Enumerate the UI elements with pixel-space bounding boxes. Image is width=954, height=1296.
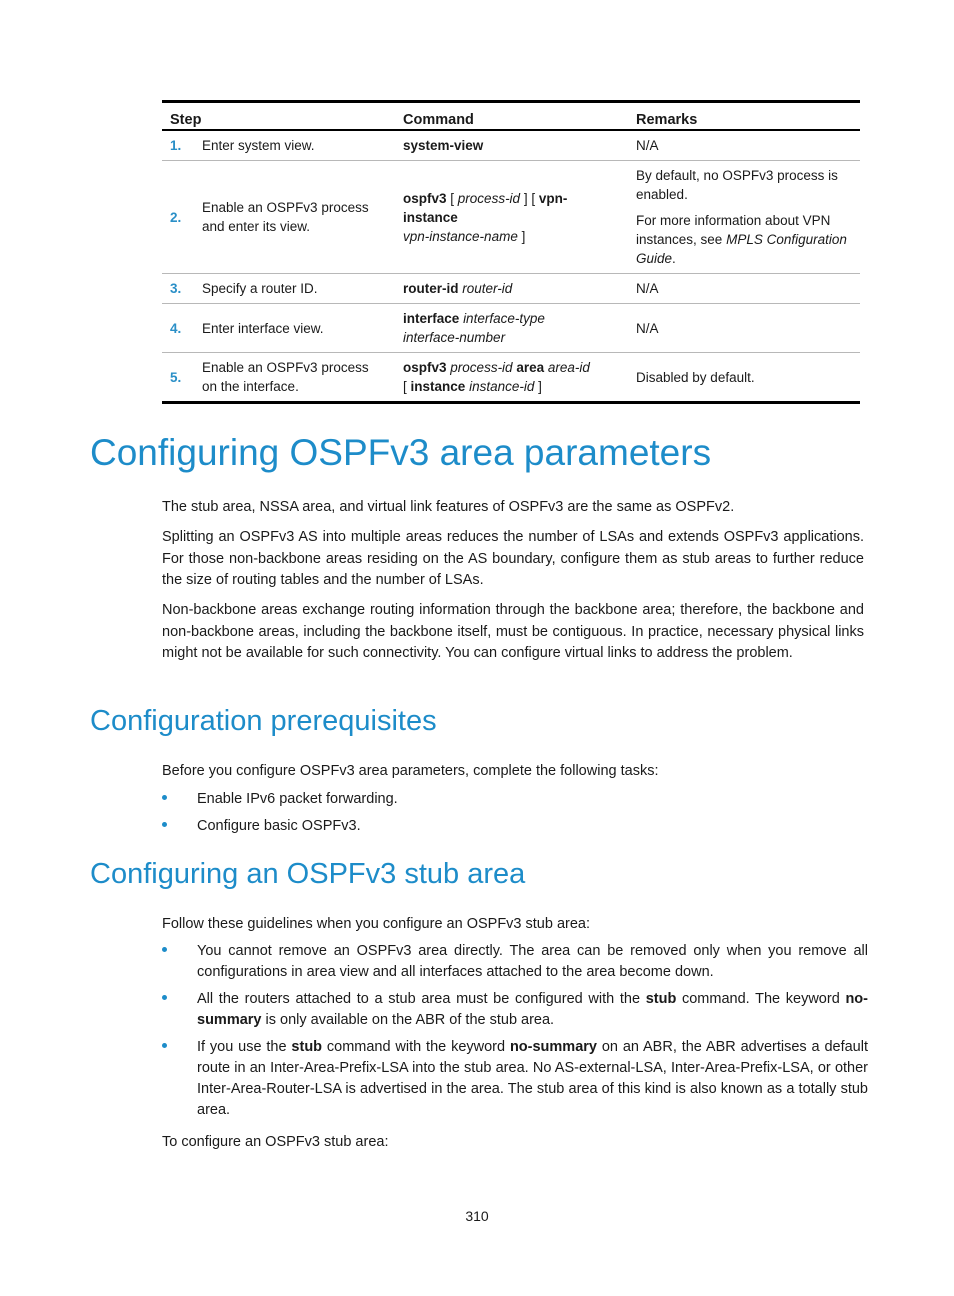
step-description: Enter interface view. — [194, 304, 395, 353]
command-cell — [395, 304, 628, 353]
command-keyword: stub — [645, 991, 677, 1007]
prereq-list — [162, 789, 868, 843]
bullet-icon — [162, 795, 167, 800]
list-item-text: Enable IPv6 packet forwarding. — [197, 791, 398, 807]
subsection-heading-prerequisites: Configuration prerequisites — [90, 705, 437, 737]
remark-text: N/A — [636, 320, 659, 336]
command-argument: interface-type — [463, 311, 545, 326]
remarks-cell — [628, 304, 860, 353]
command-cell — [395, 130, 628, 161]
remark-text: Disabled by default. — [636, 369, 755, 385]
intro-paragraph: Non-backbone areas exchange routing information through the backbone area; therefore, the backbone and non-backbone areas, including the backbone itself, must be contiguous. In practice, necessary physical links might not be available for such connectivity. You can configure virtual links to address the problem. — [162, 602, 864, 661]
remarks-cell — [628, 161, 860, 274]
list-item-text: All the routers attached to a stub area must be configured with the — [197, 991, 646, 1007]
step-number: 1. — [162, 130, 194, 161]
table-row — [162, 130, 860, 161]
table-row — [162, 353, 860, 403]
step-number: 3. — [162, 274, 194, 304]
command-keyword: area — [516, 360, 545, 375]
command-keyword: router-id — [403, 281, 459, 296]
table-header-row — [162, 102, 860, 131]
command-keyword: vpn-instance — [403, 190, 568, 225]
bullet-icon — [162, 947, 167, 952]
bracket: ] [ — [520, 190, 539, 206]
command-cell — [395, 161, 628, 274]
step-description: Enable an OSPFv3 process and enter its view. — [194, 161, 395, 274]
subsection-heading-stub-area: Configuring an OSPFv3 stub area — [90, 858, 526, 890]
list-item-text: command with the keyword — [322, 1039, 510, 1055]
step-number: 5. — [170, 369, 182, 385]
table-row — [162, 161, 860, 274]
stub-guidelines-list — [162, 941, 868, 1127]
header-remarks: Remarks — [628, 102, 860, 131]
list-item-text: command. The keyword — [676, 991, 846, 1007]
bracket: [ — [403, 379, 411, 394]
step-description: Enable an OSPFv3 process on the interface. — [202, 360, 369, 394]
bullet-icon — [162, 822, 167, 827]
bracket: ] — [517, 228, 526, 244]
list-item — [162, 1037, 868, 1121]
guide-reference: MPLS Configuration Guide — [636, 232, 847, 266]
command-argument: process-id — [450, 360, 513, 375]
remarks-cell — [628, 353, 860, 403]
step-number: 2. — [162, 161, 194, 274]
list-item-text: You cannot remove an OSPFv3 area directly. The area can be removed only when you remove all configurations in area view and all interfaces attached to the area become down. — [197, 943, 868, 980]
list-item — [162, 989, 868, 1031]
command-keyword: system-view — [403, 138, 484, 153]
command-argument: process-id — [457, 190, 521, 206]
table-row — [162, 274, 860, 304]
command-keyword: stub — [291, 1039, 323, 1055]
prereq-lead: Before you configure OSPFv3 area parameters, complete the following tasks: — [162, 763, 659, 779]
table-row — [162, 304, 860, 353]
remark-text-part: . — [672, 251, 676, 266]
command-argument: router-id — [462, 281, 513, 296]
remark-text: N/A — [636, 281, 659, 296]
remarks-cell — [628, 274, 860, 304]
command-keyword: ospfv3 — [403, 360, 447, 375]
step-description: Enter system view. — [194, 130, 395, 161]
command-argument: interface-number — [403, 330, 506, 345]
header-step: Step — [162, 102, 395, 131]
command-argument: instance-id — [469, 379, 535, 394]
bracket: ] — [534, 379, 542, 394]
command-keyword: instance — [410, 379, 466, 394]
bullet-icon — [162, 995, 167, 1000]
remarks-cell — [628, 130, 860, 161]
section-heading: Configuring OSPFv3 area parameters — [90, 432, 712, 473]
bullet-icon — [162, 1043, 167, 1048]
remark-text: N/A — [636, 138, 659, 153]
step-description: Specify a router ID. — [194, 274, 395, 304]
step-number: 4. — [162, 304, 194, 353]
list-item — [162, 789, 868, 810]
list-item-text: Configure basic OSPFv3. — [197, 818, 361, 834]
command-cell — [395, 274, 628, 304]
command-table — [162, 100, 860, 404]
stub-lead: Follow these guidelines when you configure an OSPFv3 stub area: — [162, 916, 590, 932]
stub-closing: To configure an OSPFv3 stub area: — [162, 1134, 389, 1150]
list-item-text: on an ABR, the ABR advertises a default route in an Inter-Area-Prefix-LSA into the stub area. No AS-external-LSA, Inter-Area-Prefix-LSA, or other Inter-Area-Router-LSA is advertised in the area. The stub area of this kind is also known as a totally stub area. — [197, 1039, 869, 1118]
list-item-text: is only available on the ABR of the stub area. — [261, 1012, 555, 1028]
intro-paragraph: The stub area, NSSA area, and virtual link features of OSPFv3 are the same as OSPFv2. — [162, 499, 735, 515]
command-keyword: no-summary — [509, 1039, 597, 1055]
list-item — [162, 816, 868, 837]
command-argument: vpn-instance-name — [403, 228, 518, 244]
page-number: 310 — [465, 1208, 489, 1224]
command-keyword: no-summary — [197, 991, 868, 1028]
command-argument: area-id — [547, 360, 590, 375]
list-item-text: If you use the — [197, 1039, 292, 1055]
command-keyword: interface — [403, 311, 460, 326]
list-item — [162, 941, 868, 983]
remark-text — [636, 211, 852, 268]
command-cell — [395, 353, 628, 403]
command-keyword: ospfv3 — [403, 190, 447, 206]
intro-paragraph: Splitting an OSPFv3 AS into multiple areas reduces the number of LSAs and extends OSPFv3 applications. For those non-backbone areas residing on the AS boundary, configure them as stub areas to further reduce the size of routing tables and the number of LSAs. — [162, 529, 864, 588]
remark-text: By default, no OSPFv3 process is enabled. — [636, 168, 838, 202]
remark-text-part: For more information about VPN instances, see — [636, 213, 831, 247]
bracket: [ — [446, 190, 458, 206]
header-command: Command — [395, 102, 628, 131]
